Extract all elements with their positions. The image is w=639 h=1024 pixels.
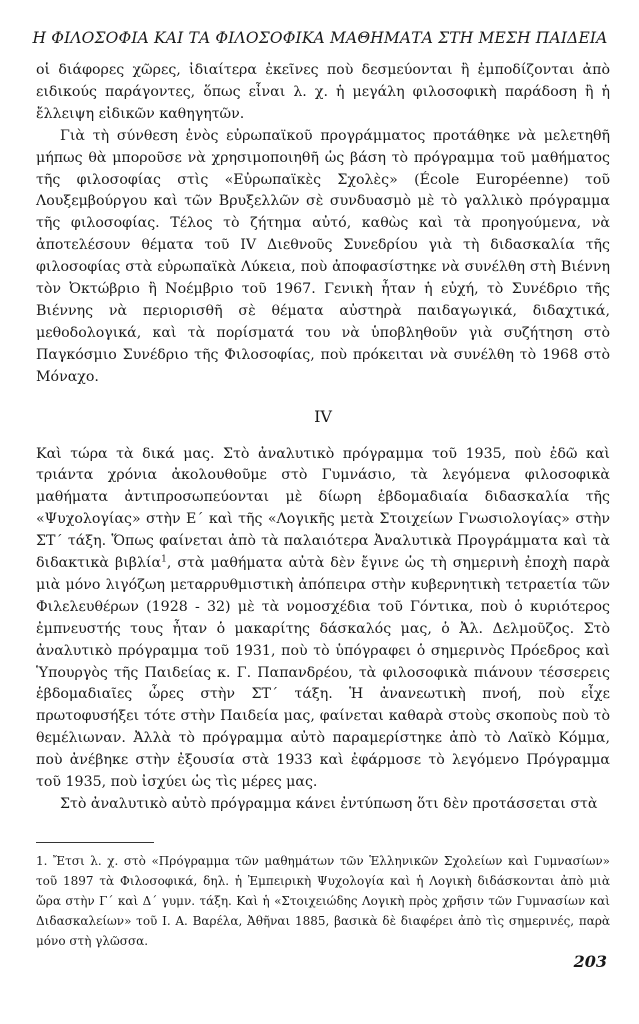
section-heading: IV	[314, 406, 332, 426]
paragraph-3-rest: , στὰ μαθήματα αὐτὰ δὲν ἔγινε ὡς τὴ σημερινὴ ἐποχὴ παρὰ μιὰ μόνο λιγόζωη μεταρρυθμιστικὴ ἀπόπειρα στὴν κυβερνητικὴ τετραετία τῶν Φιλελευθέρων (1928 - 32) μὲ τὰ νομοσχέδια τοῦ Γόντικα, ποὺ ὁ κυριότερος ἐμπνευστής τους ἦταν ὁ μακαρίτης δάσκαλός μας, ὁ Ἀλ. Δελμοῦζος. Στὸ ἀναλυτικὸ πρόγραμμα τοῦ 1931, ποὺ τὸ ὑπόγραφει ὁ σημερινὸς Πρόεδρος καὶ Ὑπουργὸς τῆς Παιδείας κ. Γ. Παπανδρέου, τὰ φιλοσοφικὰ πιάνουν τέσσερεις ἑβδομαδιαῖες ὧρες στὴν ΣΤ΄ τάξη. Ἡ ἀνανεωτικὴ πνοή, ποὺ εἶχε πρωτοφυσήξει τότε στὴν Παιδεία μας, φαίνεται καθαρὰ στοὺς σκοποὺς ποὺ τὸ θεμέλιωναν. Ἀλλὰ τὸ πρόγραμμα αὐτὸ παραμερίστηκε ἀπὸ τὸ Λαϊκὸ Κόμμα, ποὺ ἀνέβηκε στὴν ἐξουσία στὰ 1933 καὶ ἐφάρμοσε τὸ λεγόμενο Πρόγραμμα τοῦ 1935, ποὺ ἰσχύει ὡς τὶς μέρες μας.	[36, 555, 610, 791]
page-number: 203	[573, 952, 607, 971]
paragraph-1: οἱ διάφορες χῶρες, ἰδιαίτερα ἐκεῖνες ποὺ δεσμεύονται ἢ ἐμποδίζονται ἀπὸ ειδικούς παράγοντες, ὅπως εἶναι λ. χ. ἡ μεγάλη φιλοσοφικὴ παράδοση ἢ ἡ ἔλλειψη εἰδικῶν καθηγητῶν.	[36, 62, 610, 122]
footnote-divider	[36, 842, 154, 843]
paragraph-3-start: Καὶ τώρα τὰ δικά μας. Στὸ ἀναλυτικὸ πρόγραμμα τοῦ 1935, ποὺ ἐδῶ καὶ τριάντα χρόνια ἀκολουθοῦμε στὸ Γυμνάσιο, τὰ λεγόμενα φιλοσοφικὰ μαθήματα ἀντιπροσωπεύονται μὲ δίωρη ἑβδομαδιαία διδασκαλία τῆς «Ψυχολογίας» στὴν Ε΄ καὶ τῆς «Λογικῆς μετὰ Στοιχείων Γνωσιολογίας» στὴν ΣΤ΄ τάξη. Ὅπως φαίνεται ἀπὸ τὰ παλαιότερα Ἀναλυτικὰ Προγράμματα καὶ τὰ διδακτικὰ βιβλία	[36, 445, 610, 572]
footnote-marker: 1	[161, 554, 167, 565]
paragraph-3	[36, 444, 610, 795]
body-text	[36, 60, 610, 816]
paragraph-2: Γιὰ τὴ σύνθεση ἑνὸς εὐρωπαϊκοῦ προγράμματος προτάθηκε νὰ μελετηθῆ μήπως θὰ μποροῦσε νὰ χρησιμοποιηθῆ ὡς βάση τὸ πρόγραμμα τοῦ μαθήματος τῆς φιλοσοφίας στὶς «Εὐρωπαϊκὲς Σχολὲς» (École Européenne) τοῦ Λουξεμβούργου καὶ τῶν Βρυξελλῶν σὲ συνδυασμὸ μὲ τὸ γαλλικὸ πρόγραμμα τῆς φιλοσοφίας. Τέλος τὸ ζήτημα αὐτό, καθὼς καὶ τὰ προηγούμενα, νὰ ἀποτελέσουν θέματα τοῦ IV Διεθνοῦς Συνεδρίου γιὰ τὴ διδασκαλία τῆς φιλοσοφίας στὰ εὐρωπαϊκὰ Λύκεια, ποὺ ἀποφασίστηκε νὰ συνέλθη στὴ Βιέννη τὸν Ὀκτώβριο ἢ Νοέμβριο τοῦ 1967. Γενικὴ ἦταν ἡ εὐχή, τὸ Συνέδριο τῆς Βιέννης νὰ περιορισθῆ σὲ θέματα αὐστηρὰ παιδαγωγικά, διδαχτικά, μεθοδολογικά, καὶ τὰ πορίσματά του νὰ ὑποβληθοῦν γιὰ συζήτηση στὸ Παγκόσμιο Συνέδριο τῆς Φιλοσοφίας, ποὺ πρόκειται νὰ συνέλθη τὸ 1968 στὸ Μόναχο.	[36, 127, 610, 385]
paragraph-4: Στὸ ἀναλυτικὸ αὐτὸ πρόγραμμα κάνει ἐντύπωση ὅτι δὲν προτάσσεται στὰ	[60, 796, 598, 812]
running-header: Η ΦΙΛΟΣΟΦΙΑ ΚΑΙ ΤΑ ΦΙΛΟΣΟΦΙΚΑ ΜΑΘΗΜΑΤΑ ΣΤΗ ΜΕΣΗ ΠΑΙΔΕΙΑ	[32, 29, 608, 47]
footnote: 1. Ἔτσι λ. χ. στὸ «Πρόγραμμα τῶν μαθημάτων τῶν Ἑλληνικῶν Σχολείων καὶ Γυμνασίων» τοῦ 1897 τὰ Φιλοσοφικά, δηλ. ἡ Ἐμπειρικὴ Ψυχολογία καὶ ἡ Λογικὴ διδάσκονται ἀπὸ μιὰ ὥρα στὴν Γ΄ καὶ Δ΄ γυμν. τάξη. Καὶ ἡ «Στοιχειώδης Λογικὴ πρὸς χρῆσιν τῶν Γυμνασίων καὶ Διδασκαλείων» τοῦ Ι. Α. Βαρέλα, Ἀθῆναι 1885, βασικὰ δὲ διαφέρει ἀπὸ τὶς σημερινές, παρὰ μόνο στὴ γλῶσσα.	[36, 854, 610, 948]
